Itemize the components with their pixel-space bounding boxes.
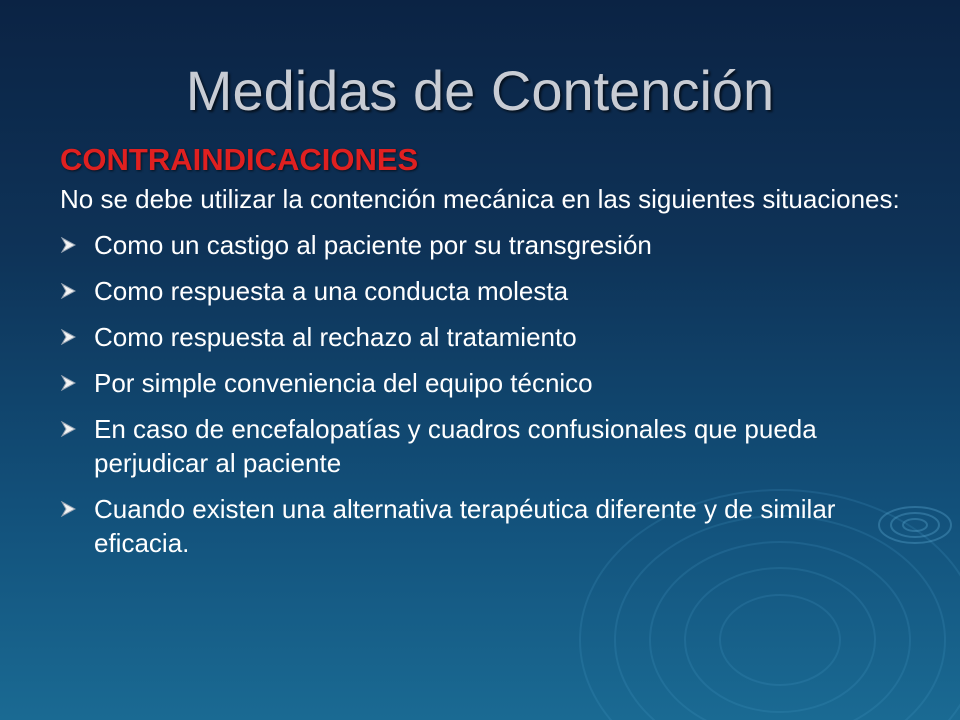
bullet-text: Como respuesta al rechazo al tratamiento xyxy=(94,322,577,352)
arrowhead-bullet-icon xyxy=(60,329,76,345)
bullet-text: En caso de encefalopatías y cuadros confusionales que pueda perjudicar al paciente xyxy=(94,414,817,478)
bullet-item xyxy=(60,228,910,262)
slide-subheading: CONTRAINDICACIONES xyxy=(60,142,419,177)
bullet-item xyxy=(60,492,910,560)
arrowhead-bullet-icon xyxy=(60,375,76,391)
bullet-text: Cuando existen una alternativa terapéutica diferente y de similar eficacia. xyxy=(94,494,836,558)
intro-paragraph: No se debe utilizar la contención mecánica en las siguientes situaciones: xyxy=(60,184,900,214)
bullet-text: Como un castigo al paciente por su transgresión xyxy=(94,230,652,260)
arrowhead-bullet-icon xyxy=(60,421,76,437)
bullet-item xyxy=(60,412,910,480)
arrowhead-bullet-icon xyxy=(60,501,76,517)
bullet-item xyxy=(60,320,910,354)
slide-title: Medidas de Contención xyxy=(185,59,775,122)
bullet-item xyxy=(60,274,910,308)
bullet-item xyxy=(60,366,910,400)
bullet-text: Por simple conveniencia del equipo técnico xyxy=(94,368,593,398)
arrowhead-bullet-icon xyxy=(60,237,76,253)
bullet-list xyxy=(60,228,910,560)
arrowhead-bullet-icon xyxy=(60,283,76,299)
slide-content xyxy=(60,140,910,572)
bullet-text: Como respuesta a una conducta molesta xyxy=(94,276,569,306)
